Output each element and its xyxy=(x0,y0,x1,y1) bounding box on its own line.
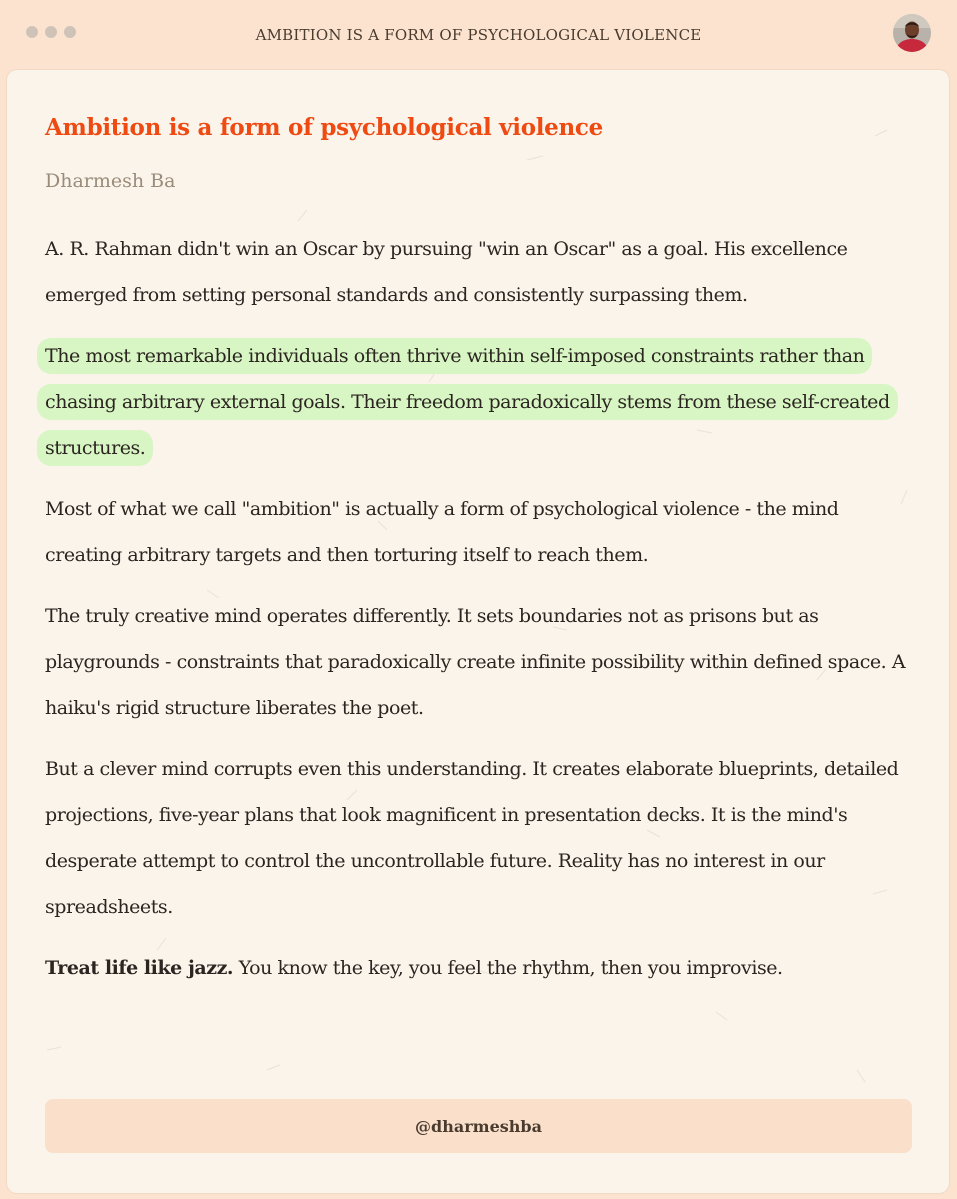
paragraph-5: But a clever mind corrupts even this understanding. It creates elaborate blueprints, detailed projections, five-year plans that look magnificent in presentation decks. It is the mind's desperate attempt to control the uncontrollable future. Reality has no interest in our spreadsheets. xyxy=(45,758,899,918)
note-card xyxy=(7,70,949,1193)
footer-bar xyxy=(45,1099,912,1153)
paragraph-2 xyxy=(45,333,915,471)
paragraph-6 xyxy=(45,945,915,991)
title-bar xyxy=(0,0,957,70)
avatar-icon[interactable] xyxy=(893,14,931,52)
paragraph-3: Most of what we call "ambition" is actually a form of psychological violence - the mind creating arbitrary targets and then torturing itself to reach them. xyxy=(45,498,839,566)
author-name: Dharmesh Ba xyxy=(45,170,176,192)
paragraph-1: A. R. Rahman didn't win an Oscar by pursuing "win an Oscar" as a goal. His excellence emerged from setting personal standards and consistently surpassing them. xyxy=(45,238,848,306)
highlighted-text: The most remarkable individuals often thrive within self-imposed constraints rather than chasing arbitrary external goals. Their freedom paradoxically stems from these self-created structures. xyxy=(37,338,898,466)
author-handle[interactable]: @dharmeshba xyxy=(415,1116,542,1136)
window-title: AMBITION IS A FORM OF PSYCHOLOGICAL VIOLENCE xyxy=(255,26,702,44)
article-body xyxy=(45,226,915,1006)
bold-lead-text: Treat life like jazz. xyxy=(45,957,234,979)
paragraph-6-text: You know the key, you feel the rhythm, then you improvise. xyxy=(233,957,783,979)
paragraph-4: The truly creative mind operates differently. It sets boundaries not as prisons but as playgrounds - constraints that paradoxically create infinite possibility within defined space. A haiku's rigid structure liberates the poet. xyxy=(45,605,906,719)
article-title: Ambition is a form of psychological violence xyxy=(45,114,603,141)
